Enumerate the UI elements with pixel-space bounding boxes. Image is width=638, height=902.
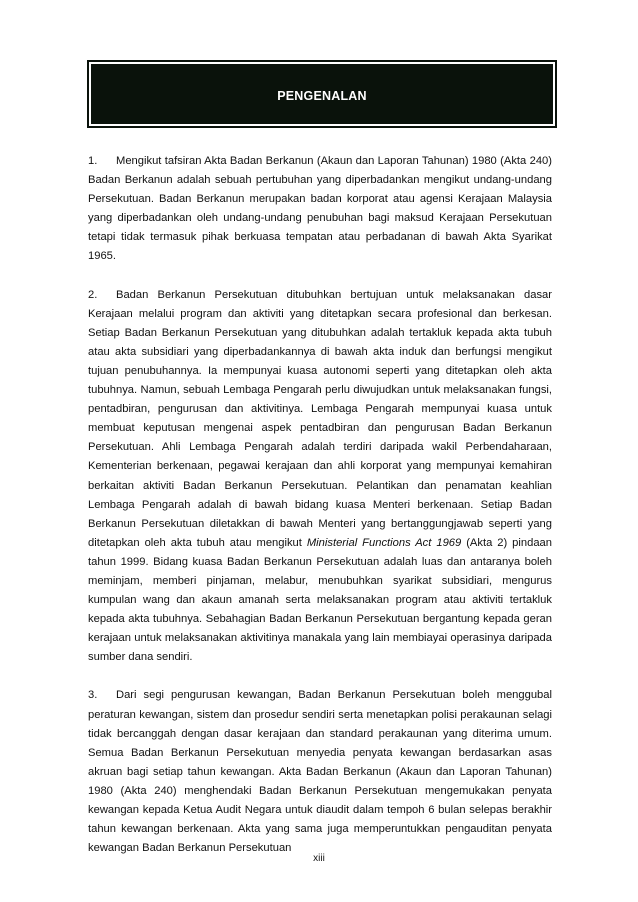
act-title-italic: Ministerial Functions Act 1969 bbox=[306, 536, 462, 549]
paragraph-number: 1. bbox=[88, 155, 98, 167]
paragraph-text: Dari segi pengurusan kewangan, Badan Berkanun Persekutuan boleh menggubal peraturan kewangan, sistem dan prosedur sendiri serta menetapkan polisi perakaunan selagi tidak bercanggah dengan dasar kerajaan dan standard perakaunan yang diterima umum. Semua Badan Berkanun Persekutuan menyedia penyata kewangan berdasarkan asas akruan bagi setiap tahun kewangan. Akta Badan Berkanun (Akaun dan Laporan Tahunan) 1980 (Akta 240) menghendaki Badan Berkanun Persekutuan mengemukakan penyata kewangan kepada Ketua Audit Negara untuk diaudit dalam tempoh 6 bulan selepas berakhir tahun kewangan berkenaan. Akta yang sama juga memperuntukkan pengauditan penyata kewangan Badan Berkanun Persekutuan bbox=[88, 689, 552, 855]
section-header-box bbox=[87, 60, 557, 128]
paragraph-number: 2. bbox=[88, 288, 98, 301]
page-number: xiii bbox=[313, 853, 325, 864]
section-title: PENGENALAN bbox=[277, 89, 367, 103]
paragraph-text: Badan Berkanun Persekutuan ditubuhkan bertujuan untuk melaksanakan dasar Kerajaan melalui program dan aktiviti yang ditetapkan secara profesional dan berkesan. Setiap Badan Berkanun Persekutuan yang ditubuhkan adalah tertakluk kepada akta tubuh atau akta subsidiari yang diperbadankannya di bawah akta induk dan berfungsi mengikut tujuan penubuhannya. Ia mempunyai kuasa autonomi seperti yang ditetapkan oleh akta tubuhnya. Namun, sebuah Lembaga Pengarah perlu diwujudkan untuk melaksanakan fungsi, pentadbiran, pengurusan dan aktivitinya. Lembaga Pengarah mempunyai kuasa untuk membuat keputusan mengenai aspek pentadbiran dan pengurusan Badan Berkanun Persekutuan. Ahli Lembaga Pengarah adalah terdiri daripada wakil Perbendaharaan, Kementerian berkenaan, pegawai kerajaan dan ahli korporat yang mempunyai kemahiran berkaitan aktiviti Badan Berkanun Persekutuan. Pelantikan dan penamatan keahlian Lembaga Pengarah adalah di bawah bidang kuasa Menteri berkenaan. Setiap Badan Berkanun Persekutuan diletakkan di bawah Menteri yang bertanggungjawab seperti yang ditetapkan oleh akta tubuh atau mengikut bbox=[88, 288, 552, 549]
paragraph-number: 3. bbox=[88, 689, 98, 702]
paragraph-2 bbox=[88, 286, 552, 668]
paragraph-text-continued: (Akta 2) pindaan tahun 1999. Bidang kuasa Badan Berkanun Persekutuan adalah luas dan antaranya boleh meminjam, memberi pinjaman, melabur, menubuhkan syarikat subsidiari, mengurus kumpulan wang dan akaun amanah serta melaksanakan program atau aktiviti tertakluk kepada akta tubuhnya. Sebahagian Badan Berkanun Persekutuan bergantung kepada geran kerajaan untuk melaksanakan aktivitinya manakala yang lain membiayai operasinya daripada sumber dana sendiri. bbox=[88, 536, 552, 664]
paragraph-1 bbox=[88, 152, 552, 267]
paragraph-3 bbox=[88, 686, 552, 858]
document-body bbox=[88, 152, 552, 877]
paragraph-text: Mengikut tafsiran Akta Badan Berkanun (Akaun dan Laporan Tahunan) 1980 (Akta 240) Badan Berkanun adalah sebuah pertubuhan yang diperbadankan mengikut undang-undang Persekutuan. Badan Berkanun merupakan badan korporat atau agensi Kerajaan Malaysia yang diperbadankan oleh undang-undang penubuhan bagi maksud Kerajaan Persekutuan tetapi tidak termasuk pihak berkuasa tempatan atau perbadanan di bawah Akta Syarikat 1965. bbox=[88, 155, 552, 263]
